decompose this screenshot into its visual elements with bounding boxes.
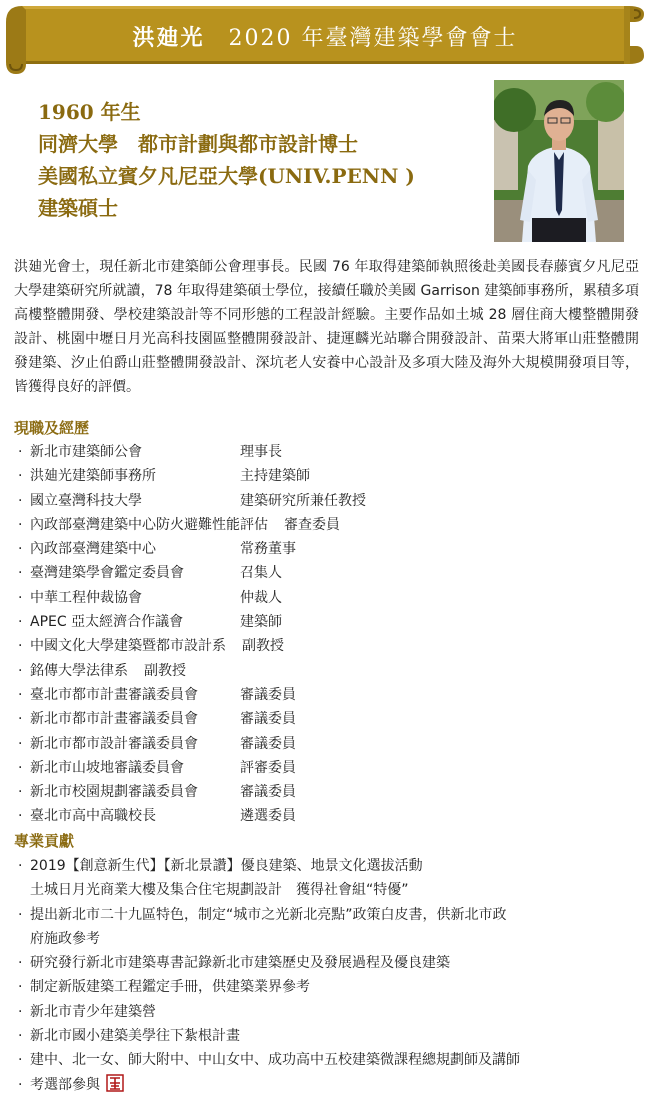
- position-item: [14, 537, 639, 561]
- contribution-item: [14, 1073, 639, 1097]
- bullet-dot: ·: [18, 541, 23, 558]
- position-organization: 新北市都市設計審議委員會: [30, 735, 198, 752]
- position-role: 評審委員: [240, 759, 296, 776]
- position-item: [14, 732, 639, 756]
- position-item: [14, 513, 639, 537]
- position-item: [14, 634, 639, 658]
- portrait-photo: [494, 80, 624, 242]
- bullet-dot: ·: [18, 858, 23, 874]
- position-role: 審議委員: [240, 735, 296, 752]
- bullet-dot: ·: [18, 735, 23, 752]
- position-organization: 銘傳大學法律系: [30, 662, 128, 679]
- contribution-item: [14, 854, 639, 903]
- position-role: 建築師: [240, 614, 282, 631]
- position-organization: APEC 亞太經濟合作議會: [30, 614, 184, 631]
- position-organization: 新北市校園規劃審議委員會: [30, 784, 198, 801]
- fellow-name: 洪廸光: [132, 24, 205, 51]
- position-item: [14, 440, 639, 464]
- bullet-dot: ·: [18, 468, 23, 485]
- contribution-text: 建中、北一女、師大附中、中山女中、成功高中五校建築微課程總規劃師及講師: [30, 1052, 520, 1069]
- position-organization: 內政部臺灣建築中心: [30, 541, 156, 558]
- position-organization: 臺北市都市計畫審議委員會: [30, 686, 198, 703]
- contribution-continuation: 府施政參考: [30, 930, 100, 947]
- contribution-text: 研究發行新北市建築專書記錄新北市建築歷史及發展過程及優良建築: [30, 955, 450, 972]
- position-role: 遴選委員: [240, 808, 296, 825]
- position-organization: 新北市建築師公會: [30, 444, 142, 460]
- contribution-text: 新北市青少年建築營: [30, 1003, 156, 1020]
- position-role: 召集人: [240, 565, 282, 582]
- position-item: [14, 683, 639, 707]
- position-role: 審查委員: [284, 516, 340, 533]
- seal-stamp-icon: [106, 1074, 124, 1092]
- positions-list: [14, 440, 639, 829]
- bio-paragraph: 洪廸光會士，現任新北市建築師公會理事長。民國 76 年取得建築師執照後赴美國長春藤賓夕凡尼亞大學建築研究所就讀，78 年取得建築碩士學位，接續任職於美國 Garrison 建築師事務所，累積多項高樓整體開發、學校建築設計等不同形態的工程設計經驗。主要作品如土城 28 層住商大樓整體開發設計、桃園中壢日月光高科技園區整體開發設計、捷運麟光站聯合開發設計、苗栗大將軍山莊整體開發建築、汐止伯爵山莊整體開發設計、深坑老人安養中心設計及多項大陸及海外大規模開發項目等，皆獲得良好的評價。: [14, 259, 639, 395]
- position-item: [14, 707, 639, 731]
- position-role: 仲裁人: [240, 589, 282, 606]
- position-item: [14, 659, 639, 683]
- bullet-dot: ·: [18, 1052, 23, 1069]
- contribution-item: [14, 903, 639, 952]
- banner-title: [30, 6, 620, 66]
- bullet-dot: ·: [18, 444, 23, 460]
- contribution-text: 考選部參與: [30, 1076, 100, 1093]
- bullet-dot: ·: [18, 589, 23, 606]
- bullet-dot: ·: [18, 662, 23, 679]
- position-organization: 中華工程仲裁協會: [30, 589, 142, 606]
- position-organization: 臺灣建築學會鑑定委員會: [30, 565, 184, 582]
- position-role: 副教授: [242, 638, 284, 655]
- contribution-item: [14, 1048, 639, 1072]
- bullet-dot: ·: [18, 1076, 23, 1093]
- bullet-dot: ·: [18, 638, 23, 655]
- contribution-item: [14, 951, 639, 975]
- bullet-dot: ·: [18, 784, 23, 801]
- bullet-dot: ·: [18, 686, 23, 703]
- bullet-dot: ·: [18, 1028, 23, 1045]
- bullet-dot: ·: [18, 808, 23, 825]
- contribution-text: 制定新版建築工程鑑定手冊，供建築業界參考: [30, 979, 310, 996]
- bullet-dot: ·: [18, 955, 23, 972]
- position-item: [14, 561, 639, 585]
- masters-degree: 建築碩士: [38, 196, 118, 220]
- position-role: 主持建築師: [240, 468, 310, 485]
- position-item: [14, 610, 639, 634]
- position-role: 常務董事: [240, 541, 296, 558]
- contribution-item: [14, 1000, 639, 1024]
- bullet-dot: ·: [18, 979, 23, 996]
- contribution-text: 2019【創意新生代】【新北景讚】優良建築、地景文化選拔活動: [30, 858, 423, 874]
- position-item: [14, 804, 639, 828]
- position-role: 建築研究所兼任教授: [240, 492, 366, 509]
- fellow-award-title: 2020 年臺灣建築學會會士: [228, 25, 518, 51]
- position-organization: 內政部臺灣建築中心防火避難性能評估: [30, 516, 268, 533]
- contributions-list: [14, 854, 639, 1097]
- contribution-item: [14, 1024, 639, 1048]
- bullet-dot: ·: [18, 759, 23, 776]
- contribution-text: 提出新北市二十九區特色，制定“城市之光新北亮點”政策白皮書，供新北市政: [30, 906, 507, 923]
- position-organization: 國立臺灣科技大學: [30, 492, 142, 509]
- masters-school: 美國私立賓夕凡尼亞大學(UNIV.PENN ): [38, 164, 415, 188]
- bullet-dot: ·: [18, 1003, 23, 1020]
- bullet-dot: ·: [18, 614, 23, 631]
- contribution-item: [14, 975, 639, 999]
- bullet-dot: ·: [18, 711, 23, 728]
- position-organization: 臺北市高中高職校長: [30, 808, 156, 825]
- intro-block: [38, 96, 478, 224]
- bullet-dot: ·: [18, 565, 23, 582]
- position-organization: 新北市都市計畫審議委員會: [30, 711, 198, 728]
- position-role: 副教授: [144, 662, 186, 679]
- position-role: 審議委員: [240, 784, 296, 801]
- position-item: [14, 756, 639, 780]
- position-organization: 洪廸光建築師事務所: [30, 468, 156, 485]
- position-item: [14, 586, 639, 610]
- position-role: 審議委員: [240, 711, 296, 728]
- position-item: [14, 489, 639, 513]
- position-item: [14, 464, 639, 488]
- bullet-dot: ·: [18, 492, 23, 509]
- position-item: [14, 780, 639, 804]
- position-organization: 新北市山坡地審議委員會: [30, 759, 184, 776]
- bullet-dot: ·: [18, 516, 23, 533]
- title-banner: [0, 0, 650, 76]
- contributions-heading: 專業貢獻: [14, 832, 75, 850]
- contribution-text: 新北市國小建築美學往下紮根計畫: [30, 1028, 240, 1045]
- positions-heading: 現職及經歷: [14, 419, 90, 437]
- contribution-continuation: 土城日月光商業大樓及集合住宅規劃設計 獲得社會組“特優”: [30, 882, 409, 899]
- bullet-dot: ·: [18, 906, 23, 923]
- position-organization: 中國文化大學建築暨都市設計系: [30, 638, 226, 655]
- position-role: 理事長: [240, 444, 282, 460]
- doctorate-degree: 同濟大學 都市計劃與都市設計博士: [38, 132, 358, 156]
- birth-year: 1960 年生: [38, 100, 141, 124]
- position-role: 審議委員: [240, 686, 296, 703]
